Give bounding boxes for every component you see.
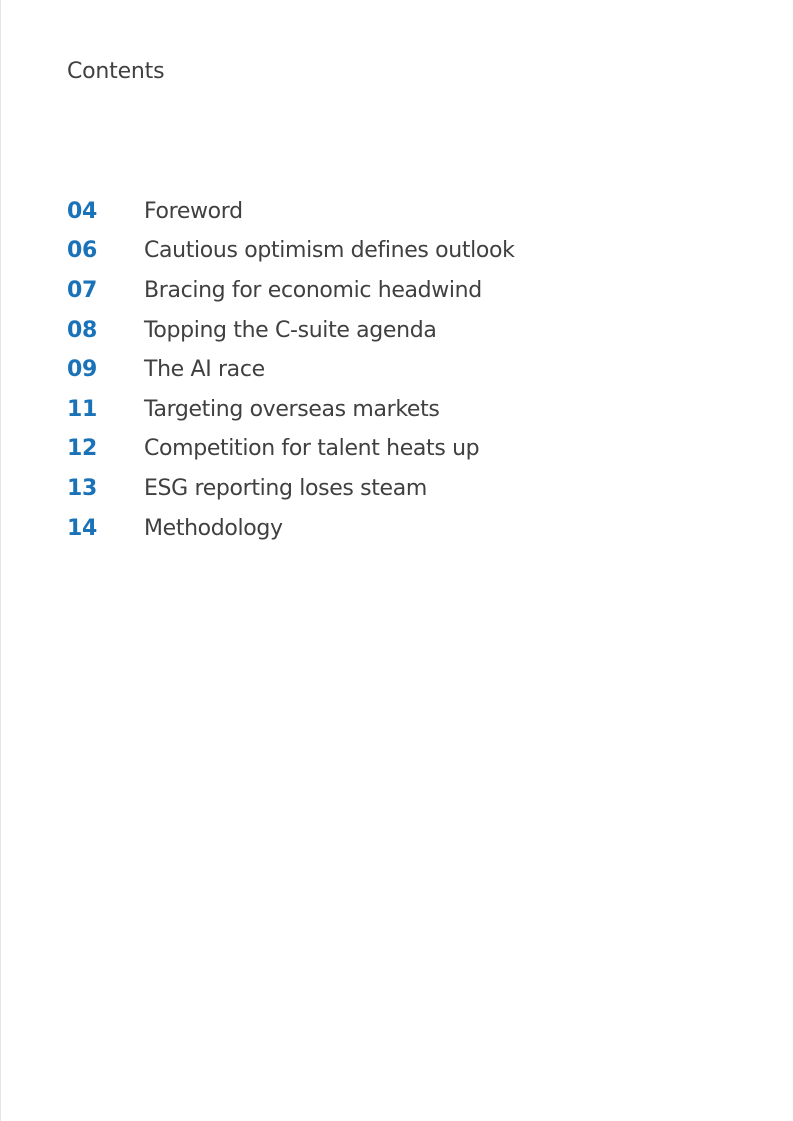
toc-entry[interactable]: [67, 232, 515, 272]
toc-entry-title: Bracing for economic headwind: [144, 277, 482, 303]
toc-entry-title: ESG reporting loses steam: [144, 475, 427, 501]
toc-entry[interactable]: [67, 390, 515, 430]
toc-entry-title: Foreword: [144, 198, 243, 224]
toc-entry-title: Cautious optimism defines outlook: [144, 238, 515, 264]
toc-page-number: 07: [67, 277, 98, 303]
toc-entry-title: Competition for talent heats up: [144, 436, 480, 462]
toc-entry[interactable]: [67, 311, 515, 351]
toc-page-number: 11: [67, 396, 98, 422]
page-title: Contents: [67, 59, 165, 84]
toc-page-number: 09: [67, 357, 98, 383]
toc-entry-title: Methodology: [144, 515, 283, 541]
toc-entry[interactable]: [67, 271, 515, 311]
toc-page-number: 12: [67, 436, 98, 462]
toc-page-number: 06: [67, 238, 98, 264]
toc-page-number: 14: [67, 515, 98, 541]
toc-entry-title: Topping the C-suite agenda: [144, 317, 437, 343]
toc-entry[interactable]: [67, 192, 515, 232]
toc-entry[interactable]: [67, 469, 515, 509]
toc-page-number: 13: [67, 475, 98, 501]
toc-entry[interactable]: [67, 430, 515, 470]
toc-page-number: 04: [67, 198, 98, 224]
toc-page-number: 08: [67, 317, 98, 343]
toc-entry[interactable]: [67, 350, 515, 390]
toc-entry[interactable]: [67, 509, 515, 549]
toc-entry-title: The AI race: [144, 357, 265, 383]
table-of-contents: [67, 192, 515, 548]
page-edge-rule: [0, 0, 1, 1121]
toc-entry-title: Targeting overseas markets: [144, 396, 440, 422]
